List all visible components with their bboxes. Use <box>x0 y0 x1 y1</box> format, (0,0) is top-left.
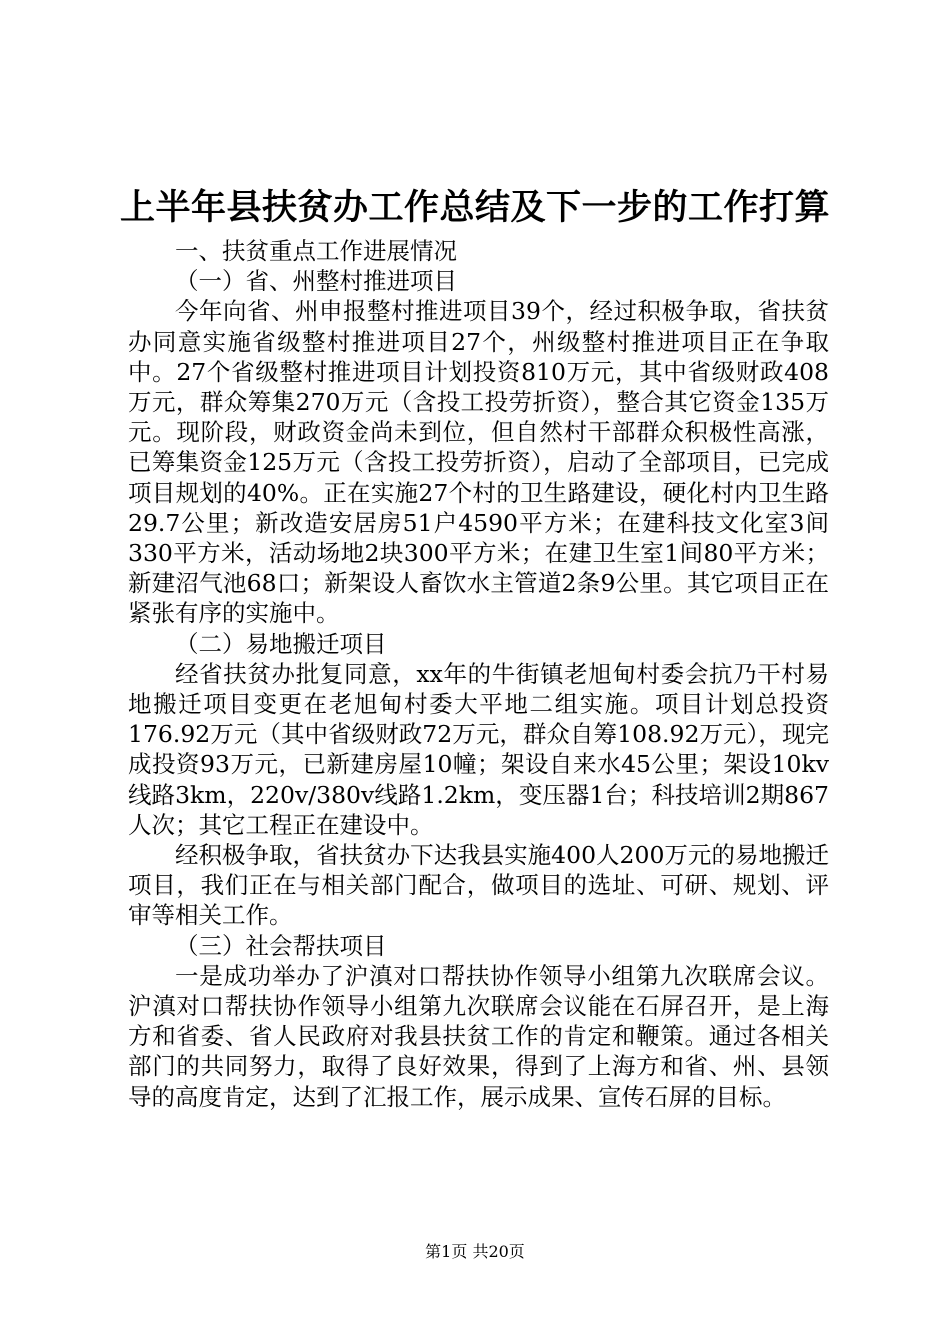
subsection-heading: （一）省、州整村推进项目 <box>175 267 457 296</box>
body-paragraph: 经省扶贫办批复同意，xx年的牛街镇老旭甸村委会抗乃干村易地搬迁项目变更在老旭甸村委大平地二组实施。项目计划总投资176.92万元（其中省级财政72万元，群众自筹108.92万元），现完成投资93万元，已新建房屋10幢；架设自来水45公里；架设10kv线路3km，220v/380v线路1.2km，变压器1台；科技培训2期867人次；其它工程正在建设中。 <box>128 659 829 839</box>
subsection-heading: （三）社会帮扶项目 <box>175 931 387 960</box>
body-paragraph: 经积极争取，省扶贫办下达我县实施400人200万元的易地搬迁项目，我们正在与相关部门配合，做项目的选址、可研、规划、评审等相关工作。 <box>128 841 829 930</box>
page-footer: 第1页 共20页 <box>425 1242 525 1261</box>
subsection-heading: （二）易地搬迁项目 <box>175 629 387 658</box>
body-paragraph: 今年向省、州申报整村推进项目39个，经过积极争取，省扶贫办同意实施省级整村推进项目27个，州级整村推进项目正在争取中。27个省级整村推进项目计划投资810万元，其中省级财政408万元，群众筹集270万元（含投工投劳折资），整合其它资金135万元。现阶段，财政资金尚未到位，但自然村干部群众积极性高涨，已筹集资金125万元（含投工投劳折资），启动了全部项目，已完成项目规划的40%。正在实施27个村的卫生路建设，硬化村内卫生路29.7公里；新改造安居房51户4590平方米；在建科技文化室3间330平方米，活动场地2块300平方米；在建卫生室1间80平方米；新建沼气池68口；新架设人畜饮水主管道2条9公里。其它项目正在紧张有序的实施中。 <box>128 297 829 628</box>
body-paragraph: 一是成功举办了沪滇对口帮扶协作领导小组第九次联席会议。沪滇对口帮扶协作领导小组第九次联席会议能在石屏召开，是上海方和省委、省人民政府对我县扶贫工作的肯定和鞭策。通过各相关部门的共同努力，取得了良好效果，得到了上海方和省、州、县领导的高度肯定，达到了汇报工作，展示成果、宣传石屏的目标。 <box>128 961 829 1111</box>
section-heading: 一、扶贫重点工作进展情况 <box>175 237 457 265</box>
document-body <box>128 236 829 1112</box>
document-title: 上半年县扶贫办工作总结及下一步的工作打算 <box>119 187 830 228</box>
